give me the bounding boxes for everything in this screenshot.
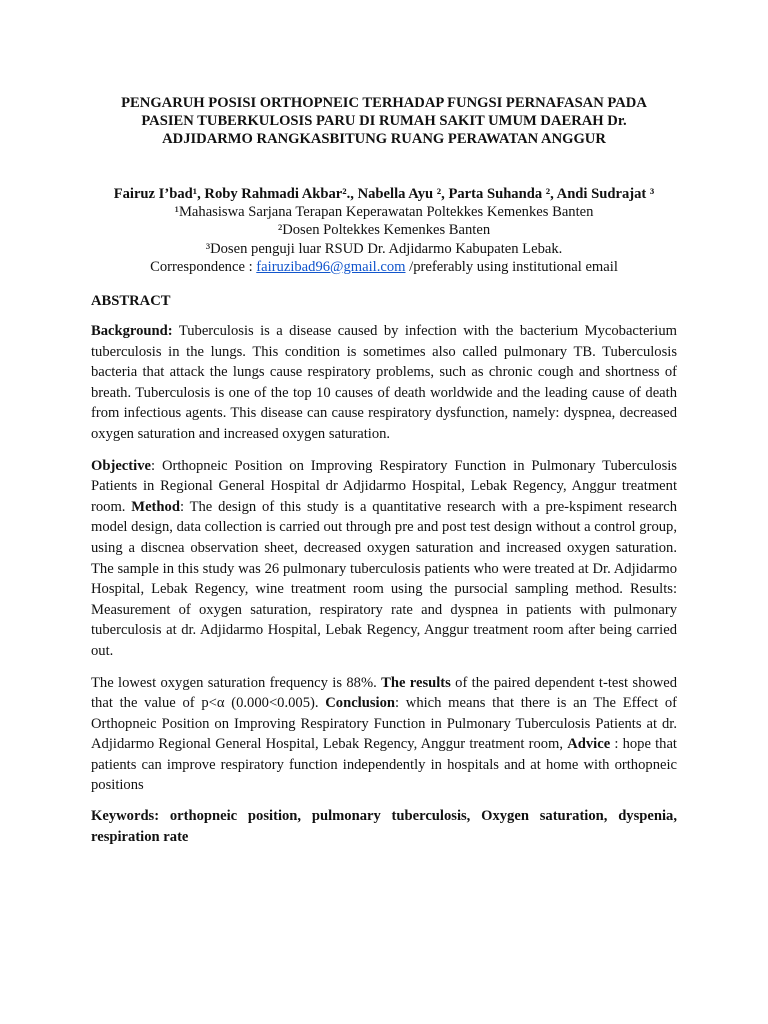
method-text: : The design of this study is a quantitative research with a pre-kspiment research model design, data collection is carried out through pre and post test design without a control group, using a discnea observation sheet, decreased oxygen saturation and increased oxygen saturation. The sample in this study was 26 pulmonary tuberculosis patients who were treated at Dr. Adjidarmo Hospital, Lebak Regency, wine treatment room using the pursocial sampling method. Results: Measurement of oxygen saturation, respiratory rate and dyspnea in patients with pulmonary tuberculosis at dr. Adjidarmo Hospital, Lebak Regency, Anggur treatment room after being carried out. (91, 498, 677, 659)
results-paragraph (91, 673, 677, 797)
affiliation-2: ²Dosen Poltekkes Kemenkes Banten (277, 222, 491, 239)
correspondence-note: /preferably using institutional email (405, 258, 618, 275)
conclusion-text: : which means that there is an The Effect of Orthopneic Position on Improving Respiratory Function in Pulmonary Tuberculosis Patients at dr. Adjidarmo Regional General Hospital, Lebak Regency, Anggur treatment room, (91, 695, 678, 753)
title-line-2: PASIEN TUBERKULOSIS PARU DI RUMAH SAKIT UMUM DAERAH Dr. (141, 113, 627, 129)
conclusion-label: Conclusion (325, 695, 395, 712)
background-label: Background: (91, 323, 173, 340)
objective-text: : Orthopneic Position on Improving Respiratory Function in Pulmonary Tuberculosis Patients in Regional General Hospital dr Adjidarmo Hospital, Lebak Regency, Anggur treatment room. (91, 457, 677, 515)
advice-text: : hope that patients can improve respiratory function independently in hospitals and at home with orthopneic positions (91, 736, 677, 794)
background-paragraph (91, 321, 677, 445)
results-label: The results (381, 674, 451, 691)
advice-label: Advice (567, 736, 611, 753)
email-link[interactable]: fairuzibad96@gmail.com (256, 258, 406, 275)
title-line-3: ADJIDARMO RANGKASBITUNG RUANG PERAWATAN ANGGUR (162, 131, 606, 147)
correspondence-line (91, 258, 677, 276)
paper-page (91, 94, 677, 847)
keywords: Keywords: orthopneic position, pulmonary tuberculosis, Oxygen saturation, dyspenia, respiration rate (91, 808, 677, 845)
background-text: Tuberculosis is a disease caused by infection with the bacterium Mycobacterium tuberculosis in the lungs. This condition is sometimes also called pulmonary TB. Tuberculosis bacteria that attack the lungs cause respiratory problems, such as chronic cough and shortness of breath. Tuberculosis is one of the top 10 causes of death worldwide and the leading cause of death from infectious agents. This disease can cause respiratory dysfunction, namely: dyspnea, decreased oxygen saturation and increased oxygen saturation. (91, 323, 677, 442)
objective-paragraph (91, 456, 677, 662)
method-label: Method (131, 498, 180, 515)
affiliation-1: ¹Mahasiswa Sarjana Terapan Keperawatan Poltekkes Kemenkes Banten (174, 204, 594, 221)
title-line-1: PENGARUH POSISI ORTHOPNEIC TERHADAP FUNGSI PERNAFASAN PADA (121, 95, 647, 111)
correspondence-label: Correspondence : (150, 258, 257, 275)
author-block (91, 185, 677, 276)
abstract-heading: ABSTRACT (91, 293, 171, 310)
author-names: Fairuz I’bad¹, Roby Rahmadi Akbar²., Nabella Ayu ², Parta Suhanda ², Andi Sudrajat ³ (113, 186, 655, 202)
results-text-2: of the paired dependent t-test showed that the value of p<α (0.000<0.005). (91, 674, 678, 712)
affiliation-3: ³Dosen penguji luar RSUD Dr. Adjidarmo Kabupaten Lebak. (205, 240, 563, 257)
objective-label: Objective (91, 457, 151, 474)
results-text-1: The lowest oxygen saturation frequency is 88%. (91, 674, 382, 691)
paper-title (91, 94, 677, 148)
